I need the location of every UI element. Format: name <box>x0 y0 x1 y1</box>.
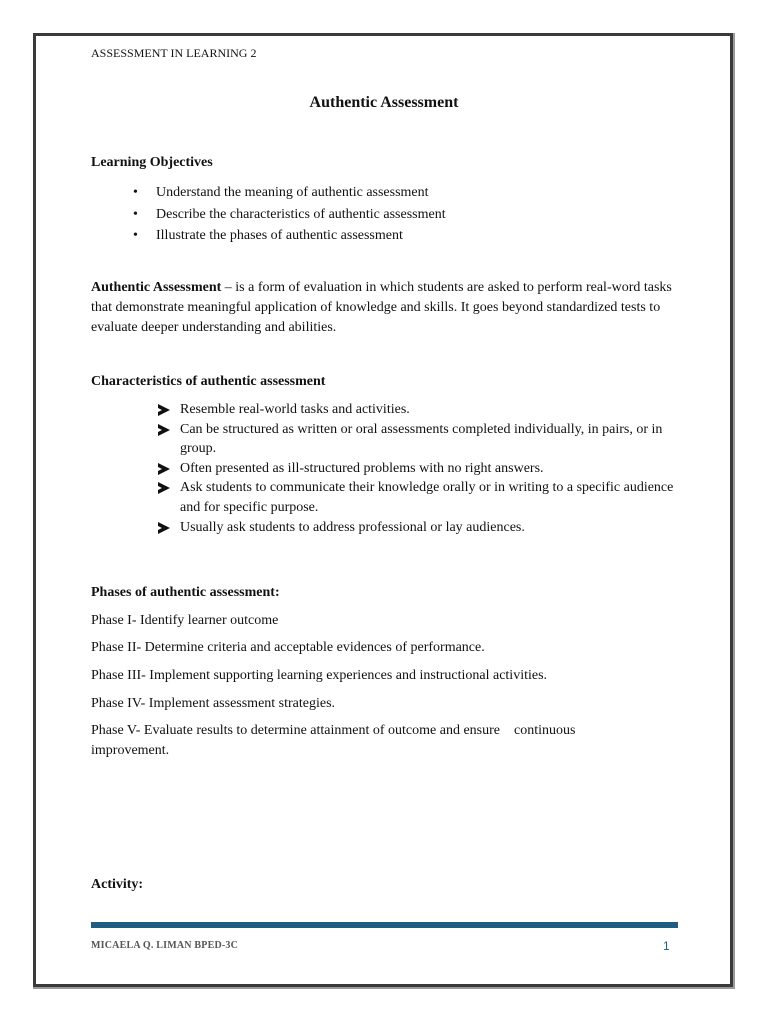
characteristic-item: Ask students to communicate their knowledge orally or in writing to a specific audience and for specific purpose. <box>158 478 678 517</box>
footer-rule <box>91 922 678 928</box>
arrow-bullet-icon <box>158 424 170 436</box>
objective-item: • Illustrate the phases of authentic assessment <box>133 225 446 247</box>
characteristics-list <box>158 400 678 537</box>
phases-heading: Phases of authentic assessment: <box>91 585 280 600</box>
definition-text: – is a form of evaluation in which students are asked to perform real-word tasks that demonstrate meaningful application of knowledge and skills. It goes beyond standardized tests to evaluate deeper understanding and abilities. <box>91 280 672 335</box>
objectives-heading: Learning Objectives <box>91 155 213 170</box>
phase-item: Phase IV- Implement assessment strategies. <box>91 696 336 711</box>
characteristic-item: Often presented as ill-structured problems with no right answers. <box>158 459 678 479</box>
footer-author: MICAELA Q. LIMAN BPED-3C <box>91 940 239 951</box>
characteristic-item: Can be structured as written or oral assessments completed individually, in pairs, or in group. <box>158 420 678 459</box>
page-number: 1 <box>663 939 670 953</box>
definition-paragraph <box>91 278 676 338</box>
characteristic-item: Resemble real-world tasks and activities. <box>158 400 678 420</box>
phase-item: Phase II- Determine criteria and acceptable evidences of performance. <box>91 640 485 655</box>
definition-term: Authentic Assessment <box>91 280 222 295</box>
arrow-bullet-icon <box>158 404 170 416</box>
document-title: Authentic Assessment <box>309 94 459 111</box>
activity-heading: Activity: <box>91 877 144 892</box>
objective-item: • Understand the meaning of authentic assessment <box>133 182 446 204</box>
objectives-list <box>133 182 446 247</box>
objective-item: • Describe the characteristics of authentic assessment <box>133 204 446 226</box>
phase-item: Phase V- Evaluate results to determine attainment of outcome and ensure continuous improvement. <box>91 723 579 758</box>
phase-item: Phase III- Implement supporting learning experiences and instructional activities. <box>91 668 548 683</box>
arrow-bullet-icon <box>158 463 170 475</box>
characteristic-item: Usually ask students to address professional or lay audiences. <box>158 518 678 538</box>
arrow-bullet-icon <box>158 482 170 494</box>
course-header: ASSESSMENT IN LEARNING 2 <box>91 46 257 60</box>
characteristics-heading: Characteristics of authentic assessment <box>91 374 326 389</box>
phase-item: Phase I- Identify learner outcome <box>91 613 279 628</box>
arrow-bullet-icon <box>158 522 170 534</box>
